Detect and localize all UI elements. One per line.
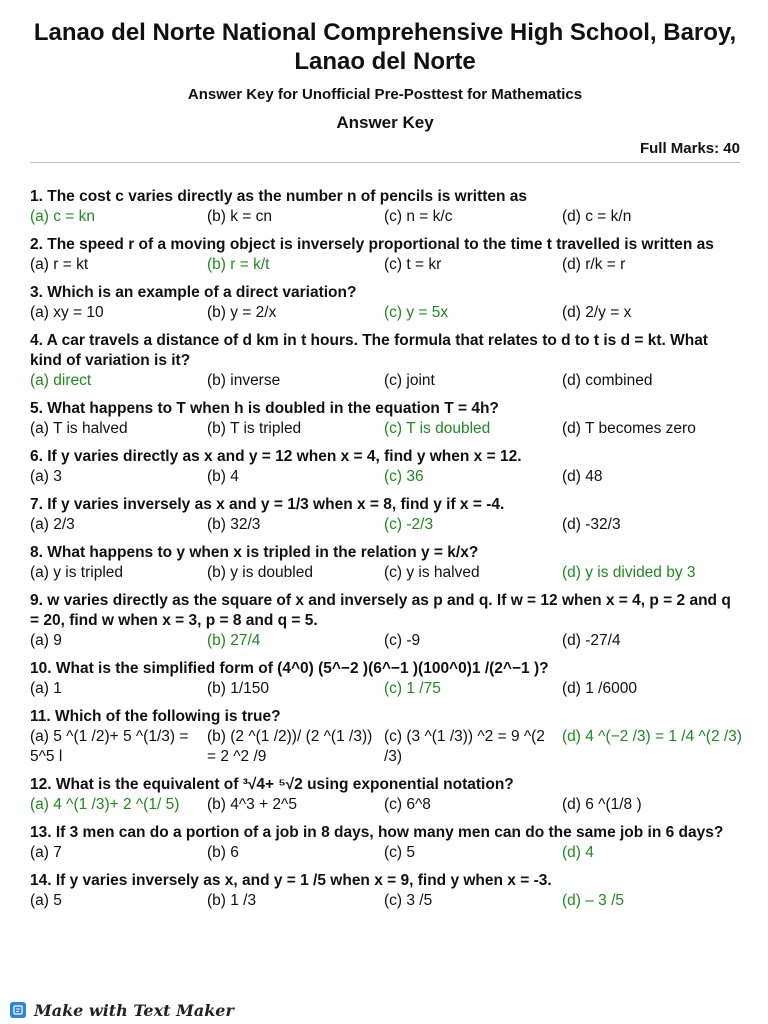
answer-option: (b) k = cn	[207, 208, 273, 225]
answer-options	[30, 795, 740, 815]
answer-option: (b) 4^3 + 2^5	[207, 796, 297, 813]
answer-option: (c) 3 /5	[384, 892, 433, 909]
answer-options	[30, 419, 740, 439]
question-text: 2. The speed r of a moving object is inversely proportional to the time t travelled is written as	[30, 236, 714, 253]
question-item	[30, 775, 740, 815]
question-item	[30, 187, 740, 227]
answer-option: (d) -32/3	[562, 516, 621, 533]
answer-option: (a) T is halved	[30, 420, 128, 437]
answer-option: (d) c = k/n	[562, 208, 632, 225]
answer-option: (a) 5	[30, 892, 62, 909]
full-marks: Full Marks: 40	[639, 140, 740, 157]
correct-option: (c) 36	[384, 468, 424, 485]
school-name: Lanao del Norte National Comprehensive High School, Baroy, Lanao del Norte	[33, 19, 737, 75]
question-text: 1. The cost c varies directly as the number n of pencils is written as	[30, 188, 528, 205]
answer-option: (d) 1 /6000	[562, 680, 637, 697]
answer-option: (d) 48	[562, 468, 603, 485]
correct-option: (c) 1 /75	[384, 680, 441, 697]
answer-options	[30, 727, 740, 767]
question-text: 9. w varies directly as the square of x and inversely as p and q. If w = 12 when x = 4, p = 2 and q = 20, find w when x = 3, p = 8 and q = 5.	[30, 592, 731, 629]
answer-option: (a) 5 ^(1 /2)+ 5 ^(1/3) = 5^5 l	[30, 728, 189, 765]
correct-option: (c) y = 5x	[384, 304, 449, 321]
answer-options	[30, 303, 740, 323]
answer-option: (b) T is tripled	[207, 420, 302, 437]
correct-option: (d) 4	[562, 844, 594, 861]
question-item	[30, 235, 740, 275]
answer-option: (a) 2/3	[30, 516, 75, 533]
answer-option: (b) 6	[207, 844, 239, 861]
correct-option: (d) 4 ^(−2 /3) = 1 /4 ^(2 /3)	[562, 728, 742, 745]
question-item	[30, 495, 740, 535]
answer-options	[30, 371, 740, 391]
question-item	[30, 707, 740, 767]
answer-option: (b) y = 2/x	[207, 304, 277, 321]
answer-options	[30, 679, 740, 699]
answer-options	[30, 843, 740, 863]
answer-option: (d) -27/4	[562, 632, 621, 649]
question-text: 5. What happens to T when h is doubled in the equation T = 4h?	[30, 400, 499, 417]
answer-option: (b) 4	[207, 468, 239, 485]
answer-option: (d) combined	[562, 372, 653, 389]
question-item	[30, 659, 740, 699]
answer-option: (c) t = kr	[384, 256, 442, 273]
question-text: 11. Which of the following is true?	[30, 708, 281, 725]
question-item	[30, 871, 740, 911]
answer-option: (c) (3 ^(1 /3)) ^2 = 9 ^(2 /3)	[384, 728, 545, 765]
answer-option: (b) (2 ^(1 /2))/ (2 ^(1 /3)) = 2 ^2 /9	[207, 728, 373, 765]
answer-option: (c) -9	[384, 632, 421, 649]
answer-option: (b) inverse	[207, 372, 281, 389]
answer-option: (a) 1	[30, 680, 62, 697]
question-item	[30, 331, 740, 391]
question-item	[30, 447, 740, 487]
question-item	[30, 543, 740, 583]
question-text: 8. What happens to y when x is tripled in the relation y = k/x?	[30, 544, 479, 561]
question-text: 7. If y varies inversely as x and y = 1/3 when x = 8, find y if x = -4.	[30, 496, 505, 513]
question-item	[30, 591, 740, 651]
answer-option: (c) n = k/c	[384, 208, 453, 225]
correct-option: (d) – 3 /5	[562, 892, 625, 909]
question-text: 4. A car travels a distance of d km in t hours. The formula that relates to d to t is d = kt. What kind of variation is it?	[30, 332, 708, 369]
answer-option: (a) 3	[30, 468, 62, 485]
answer-options	[30, 255, 740, 275]
page-title: Answer Key	[336, 113, 434, 132]
answer-option: (c) y is halved	[384, 564, 480, 581]
correct-option: (a) c = kn	[30, 208, 96, 225]
answer-option: (d) 2/y = x	[562, 304, 632, 321]
answer-option: (a) 7	[30, 844, 62, 861]
correct-option: (d) y is divided by 3	[562, 564, 696, 581]
answer-option: (c) 6^8	[384, 796, 431, 813]
answer-option: (d) 6 ^(1/8 )	[562, 796, 642, 813]
answer-option: (b) y is doubled	[207, 564, 313, 581]
text-maker-icon	[10, 1002, 26, 1018]
answer-options	[30, 563, 740, 583]
answer-options	[30, 467, 740, 487]
brand-label: Make with Text Maker	[34, 1000, 234, 1020]
header-divider	[30, 162, 740, 163]
answer-option: (a) xy = 10	[30, 304, 104, 321]
correct-option: (c) -2/3	[384, 516, 434, 533]
correct-option: (a) 4 ^(1 /3)+ 2 ^(1/ 5)	[30, 796, 180, 813]
answer-option: (a) 9	[30, 632, 62, 649]
answer-option: (d) T becomes zero	[562, 420, 696, 437]
question-item	[30, 283, 740, 323]
answer-option: (c) 5	[384, 844, 415, 861]
correct-option: (b) r = k/t	[207, 256, 270, 273]
question-text: 13. If 3 men can do a portion of a job in 8 days, how many men can do the same job in 6 days?	[30, 824, 724, 841]
correct-option: (b) 27/4	[207, 632, 261, 649]
answer-options	[30, 207, 740, 227]
answer-options	[30, 631, 740, 651]
answer-option: (b) 1/150	[207, 680, 270, 697]
correct-option: (c) T is doubled	[384, 420, 491, 437]
question-item	[30, 823, 740, 863]
correct-option: (a) direct	[30, 372, 92, 389]
answer-option: (b) 1 /3	[207, 892, 257, 909]
test-subtitle: Answer Key for Unofficial Pre-Posttest for Mathematics	[187, 86, 583, 103]
answer-option: (b) 32/3	[207, 516, 261, 533]
question-list	[30, 187, 740, 911]
question-text: 14. If y varies inversely as x, and y = 1 /5 when x = 9, find y when x = -3.	[30, 872, 552, 889]
answer-option: (a) y is tripled	[30, 564, 124, 581]
answer-option: (c) joint	[384, 372, 435, 389]
question-text: 12. What is the equivalent of ³√4+ ⁵√2 using exponential notation?	[30, 776, 514, 793]
answer-options	[30, 891, 740, 911]
answer-option: (d) r/k = r	[562, 256, 626, 273]
question-item	[30, 399, 740, 439]
answer-option: (a) r = kt	[30, 256, 89, 273]
question-text: 3. Which is an example of a direct variation?	[30, 284, 357, 301]
footer-watermark	[10, 1000, 234, 1020]
answer-options	[30, 515, 740, 535]
question-text: 10. What is the simplified form of (4^0) (5^−2 )(6^−1 )(100^0)1 /(2^−1 )?	[30, 660, 549, 677]
question-text: 6. If y varies directly as x and y = 12 when x = 4, find y when x = 12.	[30, 448, 522, 465]
